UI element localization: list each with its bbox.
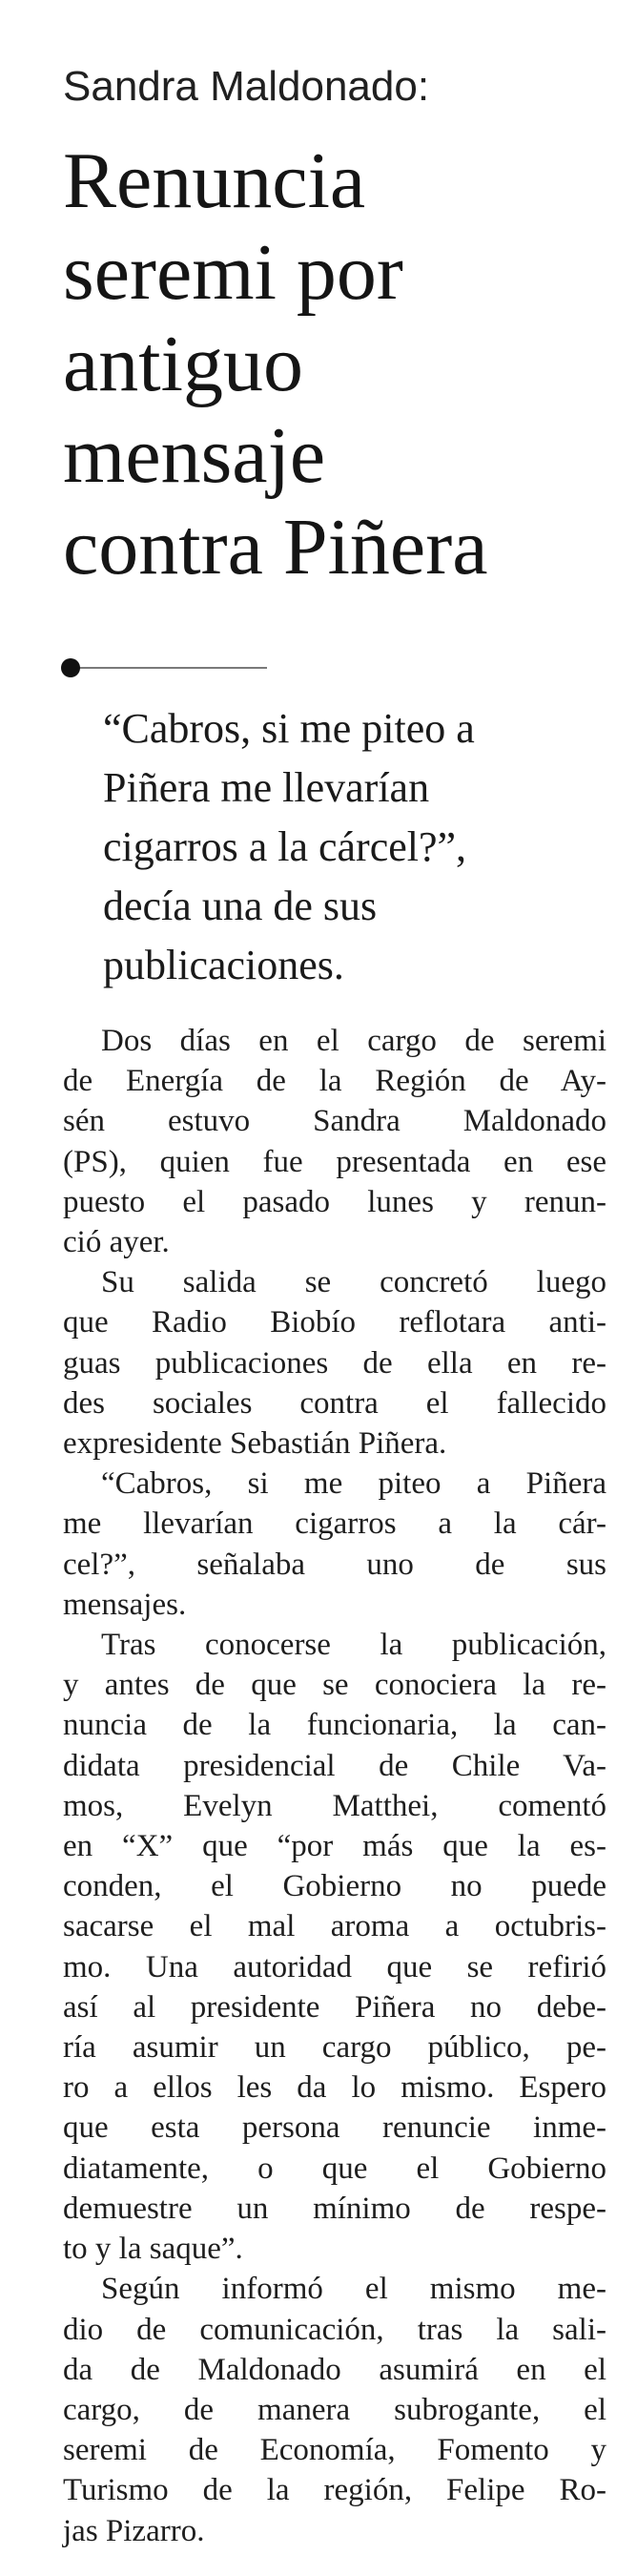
- bullet-dot-icon: [61, 658, 80, 677]
- headline-line: mensaje: [63, 411, 326, 500]
- body-line: seremi de Economía, Fomento y: [63, 2433, 606, 2468]
- pull-quote-line: cigarros a la cárcel?”,: [103, 823, 467, 870]
- body-line: da de Maldonado asumirá en el: [63, 2352, 606, 2387]
- body-line: ría asumir un cargo público, pe-: [63, 2030, 606, 2066]
- body-line: cel?”, señalaba uno de sus: [63, 1547, 606, 1582]
- body-line: Tras conocerse la publicación,: [101, 1628, 606, 1663]
- body-line: y antes de que se conociera la re-: [63, 1668, 606, 1703]
- pull-quote-line: publicaciones.: [103, 942, 344, 988]
- pull-quote-line: “Cabros, si me piteo a: [103, 705, 475, 752]
- body-line: conden, el Gobierno no puede: [63, 1869, 606, 1904]
- body-line: así al presidente Piñera no debe-: [63, 1989, 606, 2025]
- body-line: guas publicaciones de ella en re-: [63, 1345, 606, 1381]
- body-line: Dos días en el cargo de seremi: [101, 1024, 606, 1058]
- pull-quote-line: decía una de sus: [103, 883, 378, 929]
- body-line: “Cabros, si me piteo a Piñera: [101, 1466, 606, 1502]
- body-line: nuncia de la funcionaria, la can-: [63, 1708, 606, 1743]
- divider-rule: [63, 667, 267, 669]
- body-line: demuestre un mínimo de respe-: [63, 2191, 606, 2226]
- body-line: sacarse el mal aroma a octubris-: [63, 1909, 606, 1944]
- kicker: Sandra Maldonado:: [63, 63, 430, 110]
- body-line: jas Pizarro.: [63, 2513, 205, 2548]
- body-line: des sociales contra el fallecido: [63, 1385, 606, 1421]
- body-line: que esta persona renuncie inme-: [63, 2110, 606, 2146]
- body-line: de Energía de la Región de Ay-: [63, 1064, 606, 1099]
- body-line: cargo, de manera subrogante, el: [63, 2392, 606, 2427]
- body-line: (PS), quien fue presentada en ese: [63, 1144, 606, 1179]
- headline-line: antiguo: [63, 320, 303, 408]
- pull-quote-line: Piñera me llevarían: [103, 764, 430, 811]
- body-line: en “X” que “por más que la es-: [63, 1829, 606, 1864]
- body-line: mensajes.: [63, 1587, 187, 1622]
- body-line: sén estuvo Sandra Maldonado: [63, 1104, 606, 1139]
- body-line: que Radio Biobío reflotara anti-: [63, 1305, 606, 1340]
- body-line: mos, Evelyn Matthei, comentó: [63, 1788, 606, 1823]
- body-line: dio de comunicación, tras la sali-: [63, 2312, 606, 2347]
- pull-quote: [103, 699, 618, 995]
- body-line: expresidente Sebastián Piñera.: [63, 1426, 447, 1462]
- body-line: mo. Una autoridad que se refirió: [63, 1949, 606, 1984]
- headline-line: Renuncia: [63, 136, 366, 225]
- body-line: puesto el pasado lunes y renun-: [63, 1184, 606, 1219]
- body-line: Según informó el mismo me-: [101, 2272, 606, 2307]
- headline-line: contra Piñera: [63, 503, 488, 592]
- headline-line: seremi por: [63, 228, 403, 317]
- article-body: [63, 1021, 606, 2551]
- body-line: Turismo de la región, Felipe Ro-: [63, 2473, 606, 2508]
- body-line: ció ayer.: [63, 1225, 170, 1260]
- body-line: diatamente, o que el Gobierno: [63, 2150, 606, 2186]
- body-line: ro a ellos les da lo mismo. Espero: [63, 2070, 606, 2106]
- body-line: Su salida se concretó luego: [101, 1265, 606, 1300]
- body-line: me llevarían cigarros a la cár-: [63, 1506, 606, 1542]
- headline: [63, 135, 616, 593]
- body-line: to y la saque”.: [63, 2232, 243, 2267]
- body-line: didata presidencial de Chile Va-: [63, 1748, 606, 1783]
